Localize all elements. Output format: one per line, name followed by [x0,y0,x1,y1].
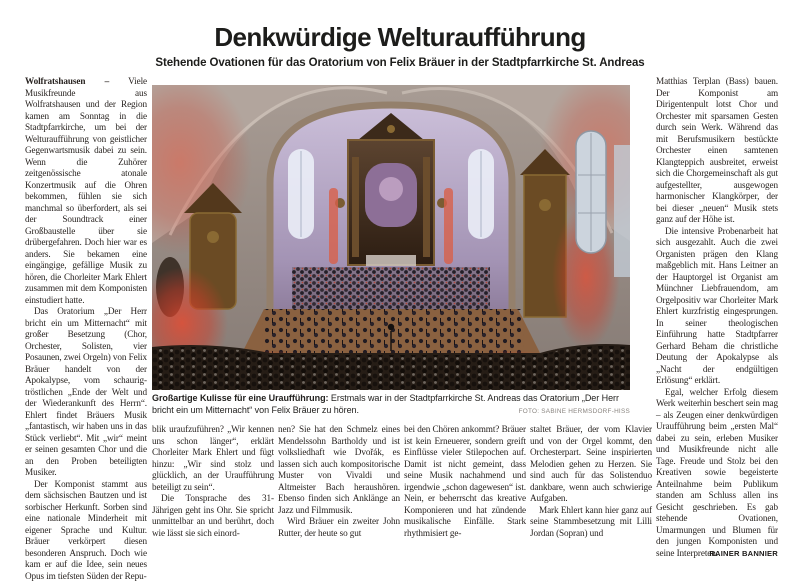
text-column-4 [404,424,526,539]
text-column-3 [278,424,400,539]
caption-text: Erstmals war in der Stadtpfarrkirche St. Andreas das Oratorium „Der Herr bricht ein um Mitternacht“ von Felix Bräuer zu hören. [152,393,619,415]
paragraph: nen? Sie hat den Schmelz eines Mendelssohn Bartholdy und ist volksliedhaft wie Dvořák, es lassen sich auch kompositorische Muster von Vivaldi und Altmeister Bach heraushören. Ebenso finden sich Anklänge an Jazz und Filmmusik. [278,424,400,516]
headline: Denkwürdige Welturaufführung [0,22,800,53]
paragraph: Der Komponist stammt aus dem sächsischen Bautzen und ist sorbischer Herkunft. Sorben sind eine nationale Minderheit mit eigener Sprache und Kultur. Bräuer verkörpert diesen besonderen Anspruch. Doch wie kam er auf die Idee, sein neues Opus im tiefsten Süden der Repu- [25,479,147,582]
text-column-5 [530,424,652,539]
photo-caption [152,393,630,416]
church-interior-illustration [152,85,630,390]
paragraph-text: Viele Musikfreunde aus Wolfratshausen und der Region kamen am Sonntag in die Stadtpfarrkirche, um bei der Welturaufführung von geistlicher Gegenwartsmusik dabei zu sein. Wenn die Zuhörer zeitgenössische atonale Konzertmusik auf die Ohren bekommen, fühlen sie sich manchmal so überfordert, als sei der Soundtrack einer Großbaustelle über sie drübergefahren. Doch hier war es anders. Sie bekamen eine eingängige, gefällige Musik zu hören, die Chorleiter Mark Ehlert zusammen mit dem Komponisten einstudiert hatte. [25,76,147,305]
paragraph: bei den Chören ankommt? Bräuer ist kein Erneuerer, sondern greift Einflüsse vieler Stilepochen auf. Damit ist nicht gemeint, dass seine Musik nachahmend und irgendwie „schon dagewesen“ ist. Nein, er beherrscht das kreative Komponieren und hat zündende musikalische Einfälle. Stark rhythmisiert ge- [404,424,526,539]
paragraph [25,76,147,306]
article-photo [152,85,630,390]
text-column-6 [656,76,778,560]
paragraph: Das Oratorium „Der Herr bricht ein um Mitternacht“ mit großer Besetzung (Chor, Orchester, Solisten, vier Posaunen, zwei Orgeln) von Felix Bräuer handelt von der Apokalypse, vom schaurig-tröstlichen „Ende der Welt und der Wiederankunft des Herrn“. Ehlert findet Bräuers Musik „fantastisch, wir haben uns in das Stück verliebt“. Mit „wir“ meint er seinen gesamten Chor und die an den Proben beteiligten Musiker. [25,306,147,479]
paragraph: staltet Bräuer, der vom Klavier und von der Orgel kommt, den Orchesterpart. Seine inspirierten Melodien gehen zu Herzen. Sie sind auch für das Solistenduo dankbare, wenn auch schwierige Aufgaben. [530,424,652,505]
paragraph: Wird Bräuer ein zweiter John Rutter, der heute so gut [278,516,400,539]
paragraph: Matthias Terplan (Bass) bauen. Der Komponist am Dirigentenpult lotst Chor und Orchester mit sparsamen Gesten durch sein Werk. Während das mit Berufsmusikern bestückte Orchester einen samtenen Klangteppich ausbreitet, erweist sich die Chorgemeinschaft als gut aufgestellter, ausgewogen harmonischer Klangkörper, der bei dieser „neuen“ Musik stets ganz auf der Höhe ist. [656,76,778,226]
photo-credit: FOTO: SABINE HERMSDORF-HISS [519,406,630,418]
paragraph: Egal, welcher Erfolg diesem Werk weiterhin beschert sein mag – als Zeugen einer denkwürdigen Uraufführung beim „ersten Mal“ dabei zu sein, erleben Musiker und Musikfreunde nicht alle Tage. Freude und Stolz bei den Kreativen sowie begeisterte Anteilnahme beim Publikum standen am Schluss allen ins Gesicht geschrieben. Es gab stehende Ovationen, Umarmungen und Blumen für den jungen Komponisten und seine Interpreten. [656,387,778,560]
text-column-1 [25,76,147,582]
paragraph: Mark Ehlert kann hier ganz auf seine Stammbesetzung mit Lilli Jordan (Sopran) und [530,505,652,540]
author-byline: RAINER BANNIER [656,548,778,560]
article-header [0,22,800,69]
paragraph: blik uraufzuführen? „Wir kennen uns schon länger“, erklärt Chorleiter Mark Ehlert und fügt hinzu: „Wir sind stolz und glücklich, an der Uraufführung beteiligt zu sein“. [152,424,274,493]
paragraph: Die intensive Probenarbeit hat sich ausgezahlt. Auch die zwei Organisten prägen den Klang maßgeblich mit. Hans Leitner an der Hauptorgel ist Organist am Münchner Liebfrauendom, am Orgelpositiv war Chorleiter Mark Ehlert kurzfristig eingesprungen. In seiner theologischen Einführung hatte Stadtpfarrer Gerhard Beham die christliche Deutung der Apokalypse als „Nacht der endgültigen Erlösung“ erklärt. [656,226,778,387]
paragraph: Die Tonsprache des 31-Jährigen geht ins Ohr. Sie spricht unmittelbar an und berührt, doch wie lässt sie sich einord- [152,493,274,539]
text-column-2 [152,424,274,539]
dateline: Wolfratshausen – [25,76,109,86]
subheadline: Stehende Ovationen für das Oratorium von Felix Bräuer in der Stadtpfarrkirche St. Andreas [0,57,800,69]
caption-lead: Großartige Kulisse für eine Uraufführung: [152,393,328,403]
